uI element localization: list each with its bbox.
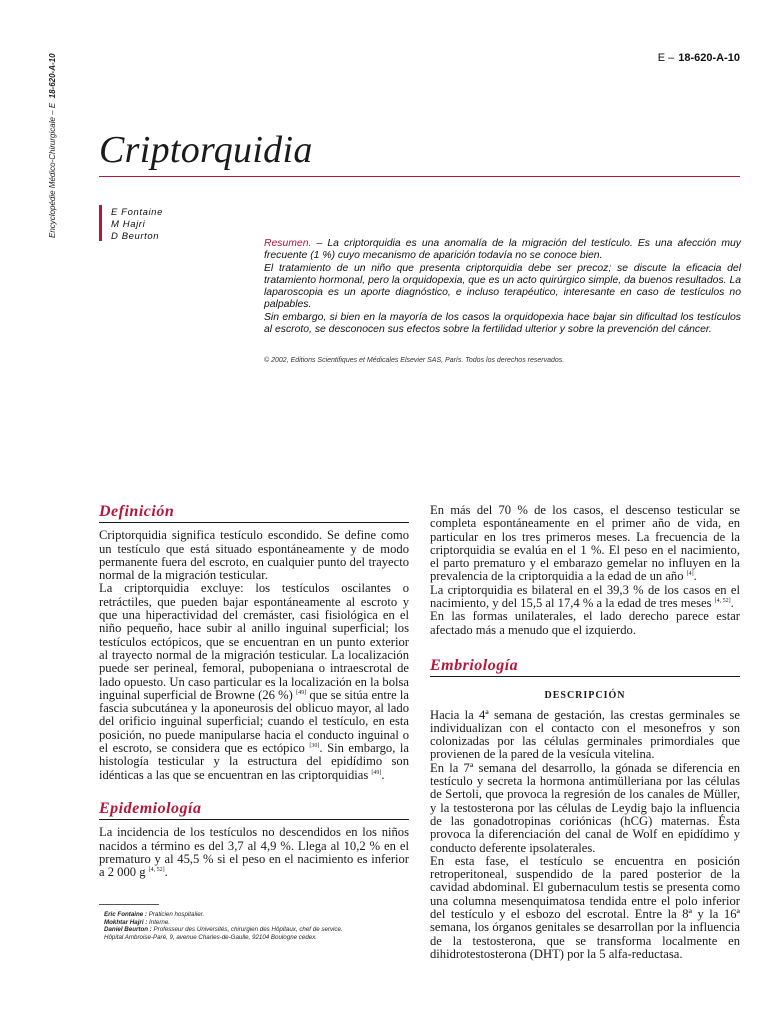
title-divider [99, 176, 740, 177]
reference-code: 18-620-A-10 [678, 52, 740, 64]
heading-divider [430, 676, 740, 677]
epidemiologia-text-e: La criptorquidia es bilateral en el 39,3 % de los casos en el nacimiento, y del 15,5 al 17,4 % a la edad de tres meses [430, 582, 740, 611]
definicion-text-a: La criptorquidia excluye: los testículos oscilantes o retráctiles, que pueden bajar espontáneamente al escroto y que una hiperactividad del cremáster, casi fisiológica en el niño pequeño, hace subir al anillo inguinal superficial; los testículos ectópicos, que se encuentran en un punto exterior al trayecto normal de la migración testicular. La localización puede ser perineal, femoral, pubopeniana o intraescrotal de lado opuesto. Un caso particular es la localización en la bolsa inguinal superficial de Browne (26 %) [99, 581, 409, 702]
epidemiologia-text-d: . [693, 569, 697, 584]
definicion-text-b: que se sitúa entre la fascia subcutánea y la aponeurosis del oblicuo mayor, al lado del orificio inguinal superficial; cuando el testículo, en esta posición, no puede manipularse hacia el conducto inguinal o el escroto, se considera que es ectópico [99, 687, 410, 756]
document-reference [658, 52, 740, 64]
author-list [111, 207, 163, 243]
epidemiologia-paragraph-3 [430, 584, 740, 611]
epidemiologia-text-b: . [164, 865, 168, 880]
definicion-text-c: . Sin embargo, la histología testicular y la estructura del epidídimo son idénticas a las que se encuentran en las criptorquidias [99, 741, 409, 782]
abstract-paragraph-2: El tratamiento de un niño que presenta criptorquidia debe ser precoz; se discute la eficacia del tratamiento hormonal, pero la orquidopexia, que es un acto quirúrgico simple, da buenos resultados. La laparoscopia es un aporte diagnóstico, e incluso terapéutico, interesante en caso de testículos no palpables. [264, 262, 741, 311]
citation: [4, 52] [714, 597, 731, 604]
subheading-descripcion: DESCRIPCIÓN [544, 690, 626, 702]
heading-definicion: Definición [99, 503, 175, 520]
affiliation-name: Eric Fontaine : [104, 911, 147, 918]
author-2: M Hajri [111, 219, 146, 230]
author-affiliations [104, 911, 414, 941]
definicion-paragraph-1: Criptorquidia significa testículo escondido. Se define como un testículo que está situado espontáneamente y de modo permanente fuera del escroto, en cualquier punto del trayecto normal de la migración testicular. [99, 528, 409, 583]
abstract-paragraph-3: Sin embargo, si bien en la mayoría de los casos la orquidopexia hace bajar sin dificultad los testículos al escroto, se desconocen sus efectos sobre la fertilidad ulterior y sobre la prevención del cáncer. [264, 311, 741, 336]
authors-accent-bar [99, 205, 102, 241]
affiliation-2 [104, 919, 414, 927]
affiliation-role: Praticien hospitalier. [146, 911, 205, 918]
abstract-paragraph-1 [264, 238, 741, 263]
citation: [49] [296, 689, 307, 696]
citation: [30] [309, 742, 320, 749]
copyright-notice: © 2002, Editions Scientifiques et Médicales Elsevier SAS, París. Todos los derechos reservados. [264, 357, 565, 364]
column-left [99, 505, 409, 879]
affiliation-1 [104, 911, 414, 919]
sidebar-journal-ref [48, 48, 62, 238]
footnote-divider [99, 904, 159, 905]
definicion-text-d: . [381, 767, 385, 782]
epidemiologia-paragraph-1 [99, 826, 409, 879]
heading-divider [99, 522, 409, 523]
epidemiologia-text-f: . [730, 596, 734, 611]
author-3: D Beurton [111, 231, 160, 242]
affiliation-role: Interne. [147, 918, 171, 926]
epidemiologia-text-a: La incidencia de los testículos no descendidos en los niños nacidos a término es del 3,7 al 4,9 %. Llega al 10,2 % en el prematuro y al 45,5 % si el peso en el nacimiento es inferior a 2 000 g [99, 825, 409, 880]
embriologia-paragraph-1: Hacia la 4ª semana de gestación, las crestas germinales se individualizan con el contacto con el mesonefros y son colonizadas por las células germinales primordiales que provienen de la pared de la vesícula vitelina. [430, 707, 740, 762]
epidemiologia-text-c: En más del 70 % de los casos, el descenso testicular se completa espontáneamente en el primer año de vida, en particular en los tres primeros meses. La frecuencia de la criptorquidia se evalúa en el 1 %. El peso en el nacimiento, el parto prematuro y el embarazo gemelar no influyen en la prevalencia de la criptorquidia a la edad de un año [430, 503, 740, 584]
citation: [4] [686, 571, 694, 578]
heading-embriologia: Embriología [430, 656, 519, 674]
definicion-paragraph-2 [99, 582, 409, 781]
reference-prefix: E – [657, 52, 675, 64]
sidebar-journal: Encyclopédie Médico-Chirurgicale – E [48, 102, 57, 238]
sidebar-ref: 18-620-A-10 [48, 53, 57, 99]
affiliation-address: Hôpital Ambroise-Paré, 9, avenue Charles-de-Gaulle, 92104 Boulogne cedex. [104, 933, 318, 941]
abstract [264, 238, 741, 336]
epidemiologia-paragraph-2 [430, 504, 740, 584]
page-title: Criptorquidia [99, 129, 313, 171]
author-1: E Fontaine [111, 207, 163, 218]
citation: [49] [371, 769, 382, 776]
epidemiologia-paragraph-4: En las formas unilaterales, el lado derecho parece estar afectado más a menudo que el izquierdo. [430, 609, 740, 637]
affiliation-name: Mokhtar Hajri : [104, 918, 148, 926]
column-right [430, 504, 740, 961]
embriologia-paragraph-2: En la 7ª semana del desarrollo, la gónada se diferencia en testículo y secreta la hormona antimülleriana por las células de Sertoli, que provoca la regresión de los canales de Müller, y la testosterona por las células de Leydig bajo la influencia de las gonadotropinas coriónicas (hCG) maternas. Ésta provoca la diferenciación del canal de Wolf en epidídimo y conducto deferente ipsolaterales. [430, 760, 740, 855]
abstract-keyword: Resumen. [264, 238, 312, 249]
affiliation-name: Daniel Beurton : [104, 926, 152, 933]
heading-divider [99, 819, 409, 820]
affiliation-role: Professeur des Universités, chirurgien des Hôpitaux, chef de service. [151, 926, 343, 933]
embriologia-paragraph-3: En esta fase, el testículo se encuentra en posición retroperitoneal, suspendido de la pared posterior de la cavidad abdominal. El gubernaculum testis se presenta como una columna mesenquimatosa tendida entre el polo inferior del testículo y el esbozo del escrotal. Entre la 8ª y la 16ª semana, los órganos genitales se desarrollan por la influencia de la testosterona, que se transforma localmente en dihidrotestosterona (DHT) por la 5 alfa-reductasa. [430, 853, 740, 961]
affiliation-3 [104, 926, 414, 934]
citation: [4, 52] [148, 866, 165, 873]
heading-epidemiologia: Epidemiología [99, 799, 202, 817]
abstract-text-1: – La criptorquidia es una anomalía de la migración del testículo. Es una afección muy frecuente (1 %) cuyo mecanismo de aparición todavía no se conoce bien. [264, 238, 741, 262]
